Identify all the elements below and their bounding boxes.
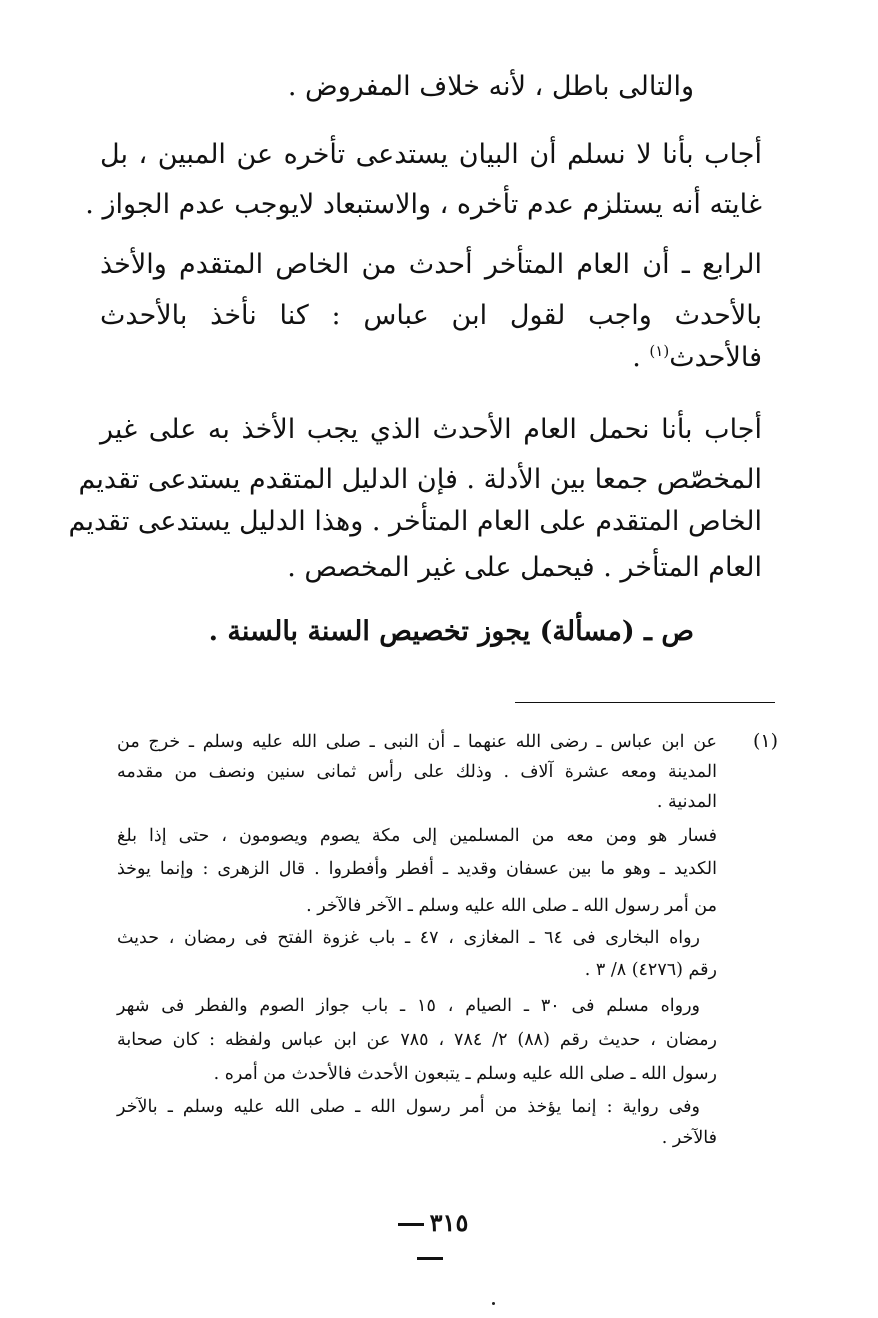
footnote-line-10: رمضان ، حديث رقم (٨٨) ٢/ ٧٨٤ ، ٧٨٥ عن ابن عباس ولفظه : كان صحابة [117, 1030, 718, 1050]
footnote-reference[interactable]: (١) [649, 342, 670, 360]
page-number-text: ٣١٥ [429, 1208, 469, 1237]
footnote-line-7: رواه البخارى فى ٦٤ ـ المغازى ، ٤٧ ـ باب غزوة الفتح فى رمضان ، حديث [117, 928, 701, 948]
text-line-4: الرابع ـ أن العام المتأخر أحدث من الخاص المتقدم والأخذ [100, 249, 762, 280]
text-line-6-end: . [632, 342, 650, 373]
text-line-2: أجاب بأنا لا نسلم أن البيان يستدعى تأخره عن المبين ، بل [100, 139, 762, 170]
text-line-10: العام المتأخر . فيحمل على غير المخصص . [287, 552, 762, 583]
section-heading: ص ـ (مسألة) يجوز تخصيص السنة بالسنة . [208, 616, 694, 647]
dash-right [417, 1257, 443, 1260]
footnote-line-11: رسول الله ـ صلى الله عليه وسلم ـ يتبعون الأحدث فالأحدث من أمره . [213, 1064, 717, 1084]
footnote-line-8: رقم (٤٢٧٦) ٨/ ٣ . [584, 960, 717, 980]
footnote-line-9: ورواه مسلم فى ٣٠ ـ الصيام ، ١٥ ـ باب جواز الصوم والفطر فى شهر [117, 996, 701, 1016]
footnote-line-12: وفى رواية : إنما يؤخذ من أمر رسول الله ـ صلى الله عليه وسلم ـ بالآخر [117, 1097, 700, 1117]
footnote-line-4: فسار هو ومن معه من المسلمين إلى مكة يصوم ويصومون ، حتى إذا بلغ [117, 826, 717, 846]
text-line-9: الخاص المتقدم على العام المتأخر . وهذا الدليل يستدعى تقديم [68, 506, 762, 537]
scan-speck [492, 1302, 495, 1305]
page-number [375, 1206, 485, 1274]
text-line-5: بالأحدث واجب لقول ابن عباس : كنا نأخذ بالأحدث [100, 300, 762, 331]
footnote-line-3: المدنية . [656, 792, 717, 812]
text-line-8: المخصّص جمعا بين الأدلة . فإن الدليل المتقدم يستدعى تقديم [78, 464, 762, 495]
text-line-6 [100, 338, 762, 378]
dash-left [398, 1223, 424, 1226]
footnote-line-13: فالآخر . [661, 1128, 717, 1148]
footnote-separator [515, 702, 775, 703]
footnote-line-1: عن ابن عباس ـ رضى الله عنهما ـ أن النبى ـ صلى الله عليه وسلم ـ خرج من [117, 732, 717, 752]
footnote-line-5: الكديد ـ وهو ما بين عسفان وقديد ـ أفطر وأفطروا . قال الزهرى : وإنما يوخذ [117, 859, 717, 879]
footnote-line-6: من أمر رسول الله ـ صلى الله عليه وسلم ـ الآخر فالآخر . [306, 896, 717, 916]
text-line-3: غايته أنه يستلزم عدم تأخره ، والاستبعاد لايوجب عدم الجواز . [85, 189, 762, 220]
footnote-number: (١) [752, 730, 778, 752]
text-line-1: والتالى باطل ، لأنه خلاف المفروض . [287, 71, 694, 102]
text-line-7: أجاب بأنا نحمل العام الأحدث الذي يجب الأخذ به على غير [100, 414, 762, 445]
footnote-line-2: المدينة ومعه عشرة آلاف . وذلك على رأس ثمانى سنين ونصف من مقدمه [117, 762, 717, 782]
text-line-6-word: فالأحدث [669, 342, 762, 373]
